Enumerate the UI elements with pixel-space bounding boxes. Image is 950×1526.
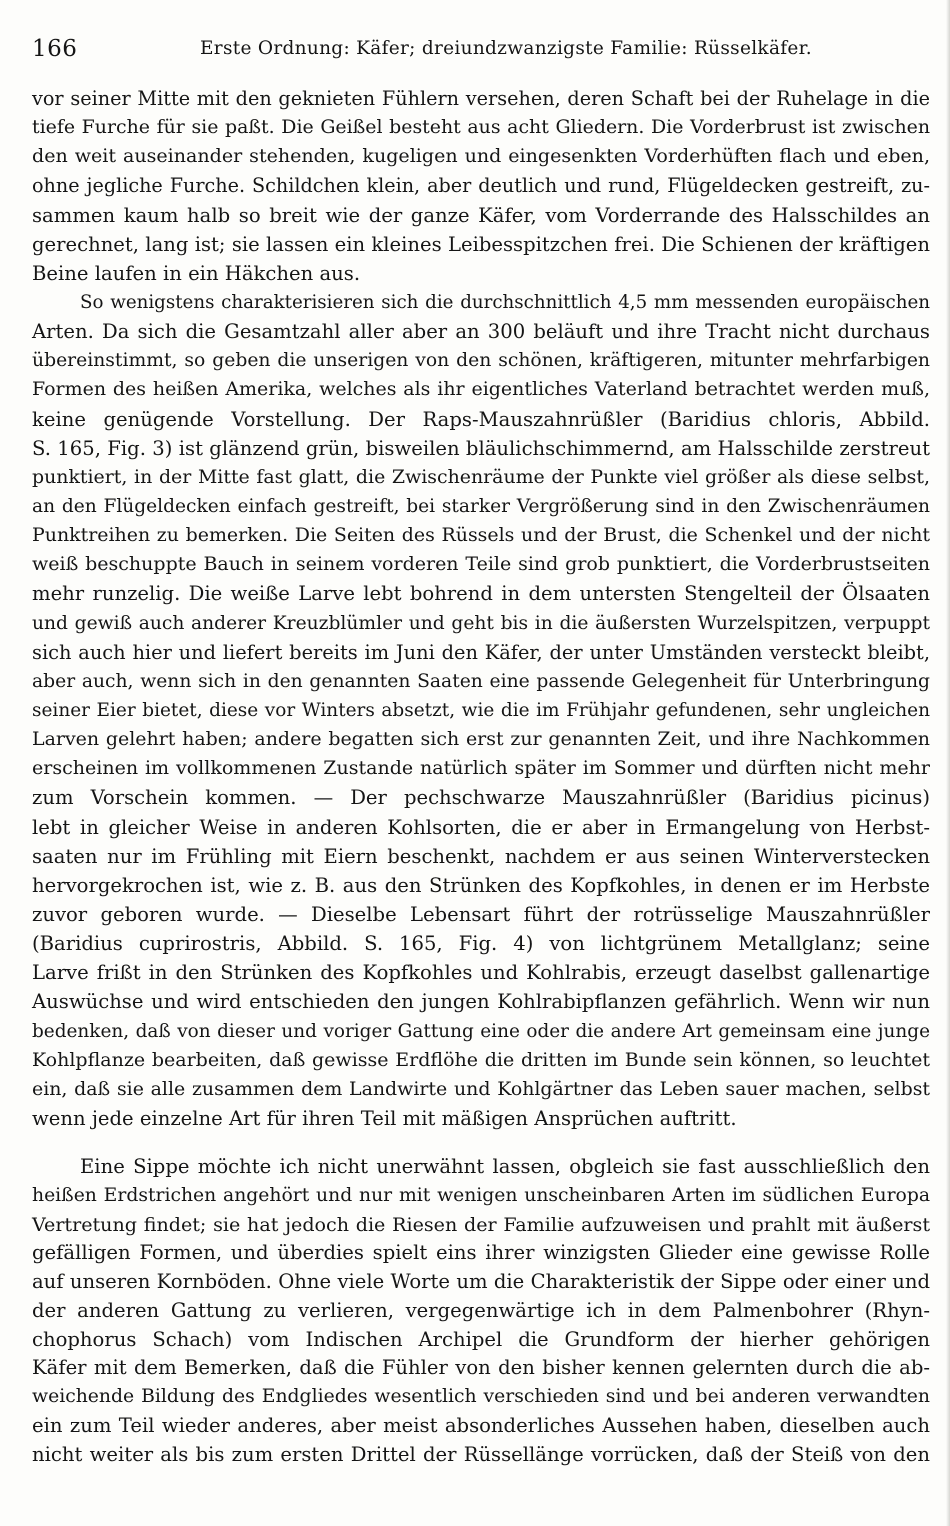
text-line: (Baridius cuprirostris, Abbild. S. 165, Fig. 4) von lichtgrünem Metallglanz; seine [32, 932, 930, 956]
text-line: mehr runzelig. Die weiße Larve lebt bohrend in dem untersten Stengelteil der Ölsaaten [32, 582, 930, 606]
text-line: Arten. Da sich die Gesamtzahl aller aber an 300 beläuft und ihre Tracht nicht durchaus [32, 320, 930, 344]
text-line: tiefe Furche für sie paßt. Die Geißel besteht aus acht Gliedern. Die Vorderbrust ist zwischen [32, 116, 930, 139]
paragraph-1 [32, 84, 930, 1133]
text-line: wenn jede einzelne Art für ihren Teil mit mäßigen Ansprüchen auftritt. [32, 1106, 737, 1130]
text-line: Beine laufen in ein Häkchen aus. [32, 261, 361, 285]
text-line: sich auch hier und liefert bereits im Juni den Käfer, der unter Umständen versteckt bleibt, [32, 640, 930, 664]
text-line: gefälligen Formen, und überdies spielt eins ihrer winzigsten Glieder eine gewisse Rolle [32, 1241, 930, 1265]
text-line: aber auch, wenn sich in den genannten Saaten eine passende Gelegenheit für Unterbringung [32, 670, 930, 692]
text-line: Larve frißt in den Strünken des Kopfkohles und Kohlrabis, erzeugt daselbst gallenartige [32, 961, 930, 985]
text-line: vor seiner Mitte mit den geknieten Fühlern versehen, deren Schaft bei der Ruhelage in die [32, 87, 930, 110]
text-line: Auswüchse und wird entschieden den jungen Kohlrabipflanzen gefährlich. Wenn wir nun [32, 990, 930, 1014]
text-line: So wenigstens charakterisieren sich die durchschnittlich 4,5 mm messenden europäischen [80, 291, 930, 313]
text-line: hervorgekrochen ist, wie z. B. aus den Strünken des Kopfkohles, in denen er im Herbste [32, 873, 930, 897]
text-line: sammen kaum halb so breit wie der ganze Käfer, vom Vorderrande des Halsschildes an [32, 203, 930, 227]
page-header [32, 34, 928, 64]
text-line: punktiert, in der Mitte fast glatt, die Zwischenräume der Punkte viel größer als diese selbst, [32, 465, 930, 488]
text-line: Formen des heißen Amerika, welches als ihr eigentliches Vaterland betrachtet werden muß, [32, 378, 930, 401]
page-number: 166 [32, 36, 78, 62]
text-line: zum Vorschein kommen. — Der pechschwarze Mauszahnrüßler (Baridius picinus) [32, 786, 930, 810]
text-line: seiner Eier bietet, diese vor Winters absetzt, wie die im Frühjahr gefundenen, sehr ungleichen [32, 699, 930, 721]
text-line: gerechnet, lang ist; sie lassen ein kleines Leibesspitzchen frei. Die Schienen der kräftigen [32, 232, 930, 256]
text-line: heißen Erdstrichen angehört und nur mit wenigen unscheinbaren Arten im südlichen Europa [32, 1184, 930, 1206]
page-edge-shadow [946, 0, 950, 1526]
text-line: der anderen Gattung zu verlieren, vergegenwärtige ich in dem Palmenbohrer (Rhyn- [32, 1298, 930, 1322]
text-line: Eine Sippe möchte ich nicht unerwähnt lassen, obgleich sie fast ausschließlich den [80, 1155, 930, 1178]
text-line: Käfer mit dem Bemerken, daß die Fühler von den bisher kennen gelernten durch die ab- [32, 1356, 930, 1380]
running-head: Erste Ordnung: Käfer; dreiundzwanzigste Familie: Rüsselkäfer. [200, 38, 812, 59]
text-line: auf unseren Kornböden. Ohne viele Worte um die Charakteristik der Sippe oder einer und [32, 1270, 930, 1293]
text-line: den weit auseinander stehenden, kugeligen und eingesenkten Vorderhüften flach und eben, [32, 145, 930, 168]
text-line: S. 165, Fig. 3) ist glänzend grün, bisweilen bläulichschimmernd, am Halsschilde zerstreut [32, 436, 930, 460]
text-line: erscheinen im vollkommenen Zustande natürlich später im Sommer und dürften nicht mehr [32, 757, 930, 780]
text-line: und gewiß auch anderer Kreuzblümler und geht bis in die äußersten Wurzelspitzen, verpuppt [32, 612, 930, 634]
text-line: ein zum Teil wieder anderes, aber meist absonderliches Aussehen haben, dieselben auch [32, 1413, 930, 1437]
text-line: übereinstimmt, so geben die unserigen von den schönen, kräftigeren, mitunter mehrfarbigen [32, 350, 930, 372]
text-line: weichende Bildung des Endgliedes wesentlich verschieden sind und bei anderen verwandten [32, 1386, 930, 1407]
text-line: Punktreihen zu bemerken. Die Seiten des Rüssels und der Brust, die Schenkel und der nicht [32, 524, 930, 547]
text-line: ein, daß sie alle zusammen dem Landwirte und Kohlgärtner das Leben sauer machen, selbst [32, 1077, 930, 1100]
text-line: Vertretung findet; sie hat jedoch die Riesen der Familie aufzuweisen und prahlt mit äußerst [32, 1213, 930, 1236]
text-line: Kohlpflanze bearbeiten, daß gewisse Erdflöhe die dritten im Bunde sein können, so leuchtet [32, 1048, 930, 1071]
text-line: Larven gelehrt haben; andere begatten sich erst zur genannten Zeit, und ihre Nachkommen [32, 728, 930, 751]
text-line: keine genügende Vorstellung. Der Raps-Mauszahnrüßler (Baridius chloris, Abbild. [32, 407, 930, 431]
text-line: nicht weiter als bis zum ersten Drittel der Rüssellänge vorrücken, daß der Steiß von den [32, 1442, 930, 1466]
text-line: chophorus Schach) vom Indischen Archipel die Grundform der hierher gehörigen [32, 1327, 930, 1351]
text-line: ohne jegliche Furche. Schildchen klein, aber deutlich und rund, Flügeldecken gestreift, zu- [32, 174, 930, 198]
text-line: zuvor geboren wurde. — Dieselbe Lebensart führt der rotrüsselige Mauszahnrüßler [32, 902, 930, 926]
text-line: weiß beschuppte Bauch in seinem vorderen Teile sind grob punktiert, die Vorderbrustseiten [32, 553, 930, 576]
text-line: an den Flügeldecken einfach gestreift, bei starker Vergrößerung sind in den Zwischenräumen [32, 495, 930, 517]
paragraph-2 [32, 1153, 930, 1469]
text-line: bedenken, daß von dieser und voriger Gattung eine oder die andere Art gemeinsam eine junge [32, 1020, 930, 1042]
text-line: lebt in gleicher Weise in anderen Kohlsorten, die er aber in Ermangelung von Herbst- [32, 815, 930, 839]
text-line: saaten nur im Frühling mit Eiern beschenkt, nachdem er aus seinen Winterverstecken [32, 844, 930, 868]
